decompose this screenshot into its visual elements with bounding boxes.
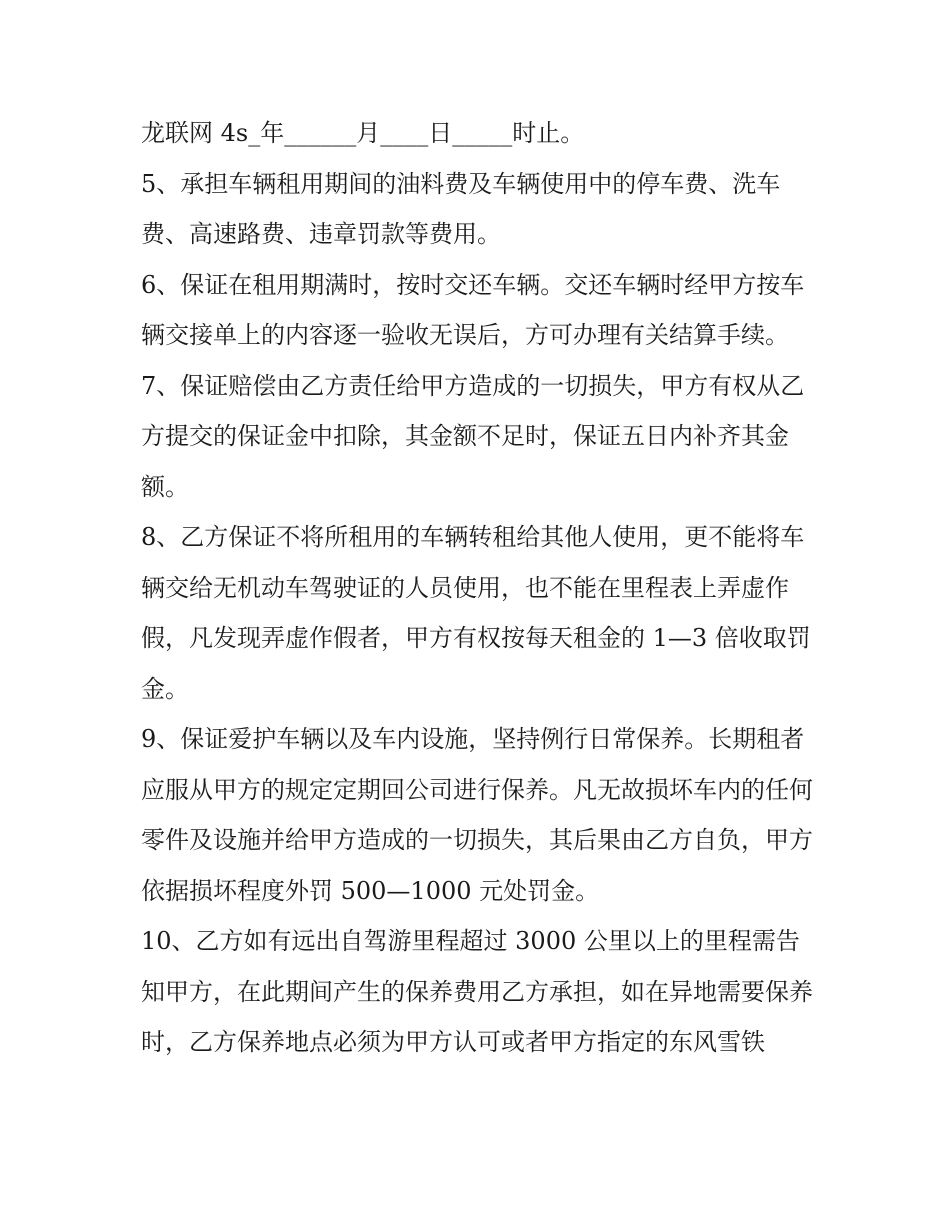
paragraph-clause-8: 8、乙方保证不将所租用的车辆转租给其他人使用，更不能将车辆交给无机动车驾驶证的人员使用，也不能在里程表上弄虚作假，凡发现弄虚作假者，甲方有权按每天租金的 1—3 倍收取罚金。 [141,523,811,703]
document-body [141,108,821,1068]
paragraph-continuation: 龙联网 4s_年______月____日_____时止。 [141,119,585,147]
paragraph-clause-5: 5、承担车辆租用期间的油料费及车辆使用中的停车费、洗车费、高速路费、违章罚款等费用。 [141,169,781,248]
paragraph-clause-7: 7、保证赔偿由乙方责任给甲方造成的一切损失，甲方有权从乙方提交的保证金中扣除，其金额不足时，保证五日内补齐其金额。 [141,371,805,501]
paragraph-clause-9: 9、保证爱护车辆以及车内设施，坚持例行日常保养。长期租者应服从甲方的规定定期回公司进行保养。凡无故损坏车内的任何零件及设施并给甲方造成的一切损失，其后果由乙方自负，甲方依据损坏程度外罚 500—1000 元处罚金。 [141,725,813,905]
paragraph-clause-10: 10、乙方如有远出自驾游里程超过 3000 公里以上的里程需告知甲方，在此期间产生的保养费用乙方承担，如在异地需要保养时，乙方保养地点必须为甲方认可或者甲方指定的东风雪铁 [141,927,813,1056]
paragraph-clause-6: 6、保证在租用期满时，按时交还车辆。交还车辆时经甲方按车辆交接单上的内容逐一验收无误后，方可办理有关结算手续。 [141,270,805,349]
